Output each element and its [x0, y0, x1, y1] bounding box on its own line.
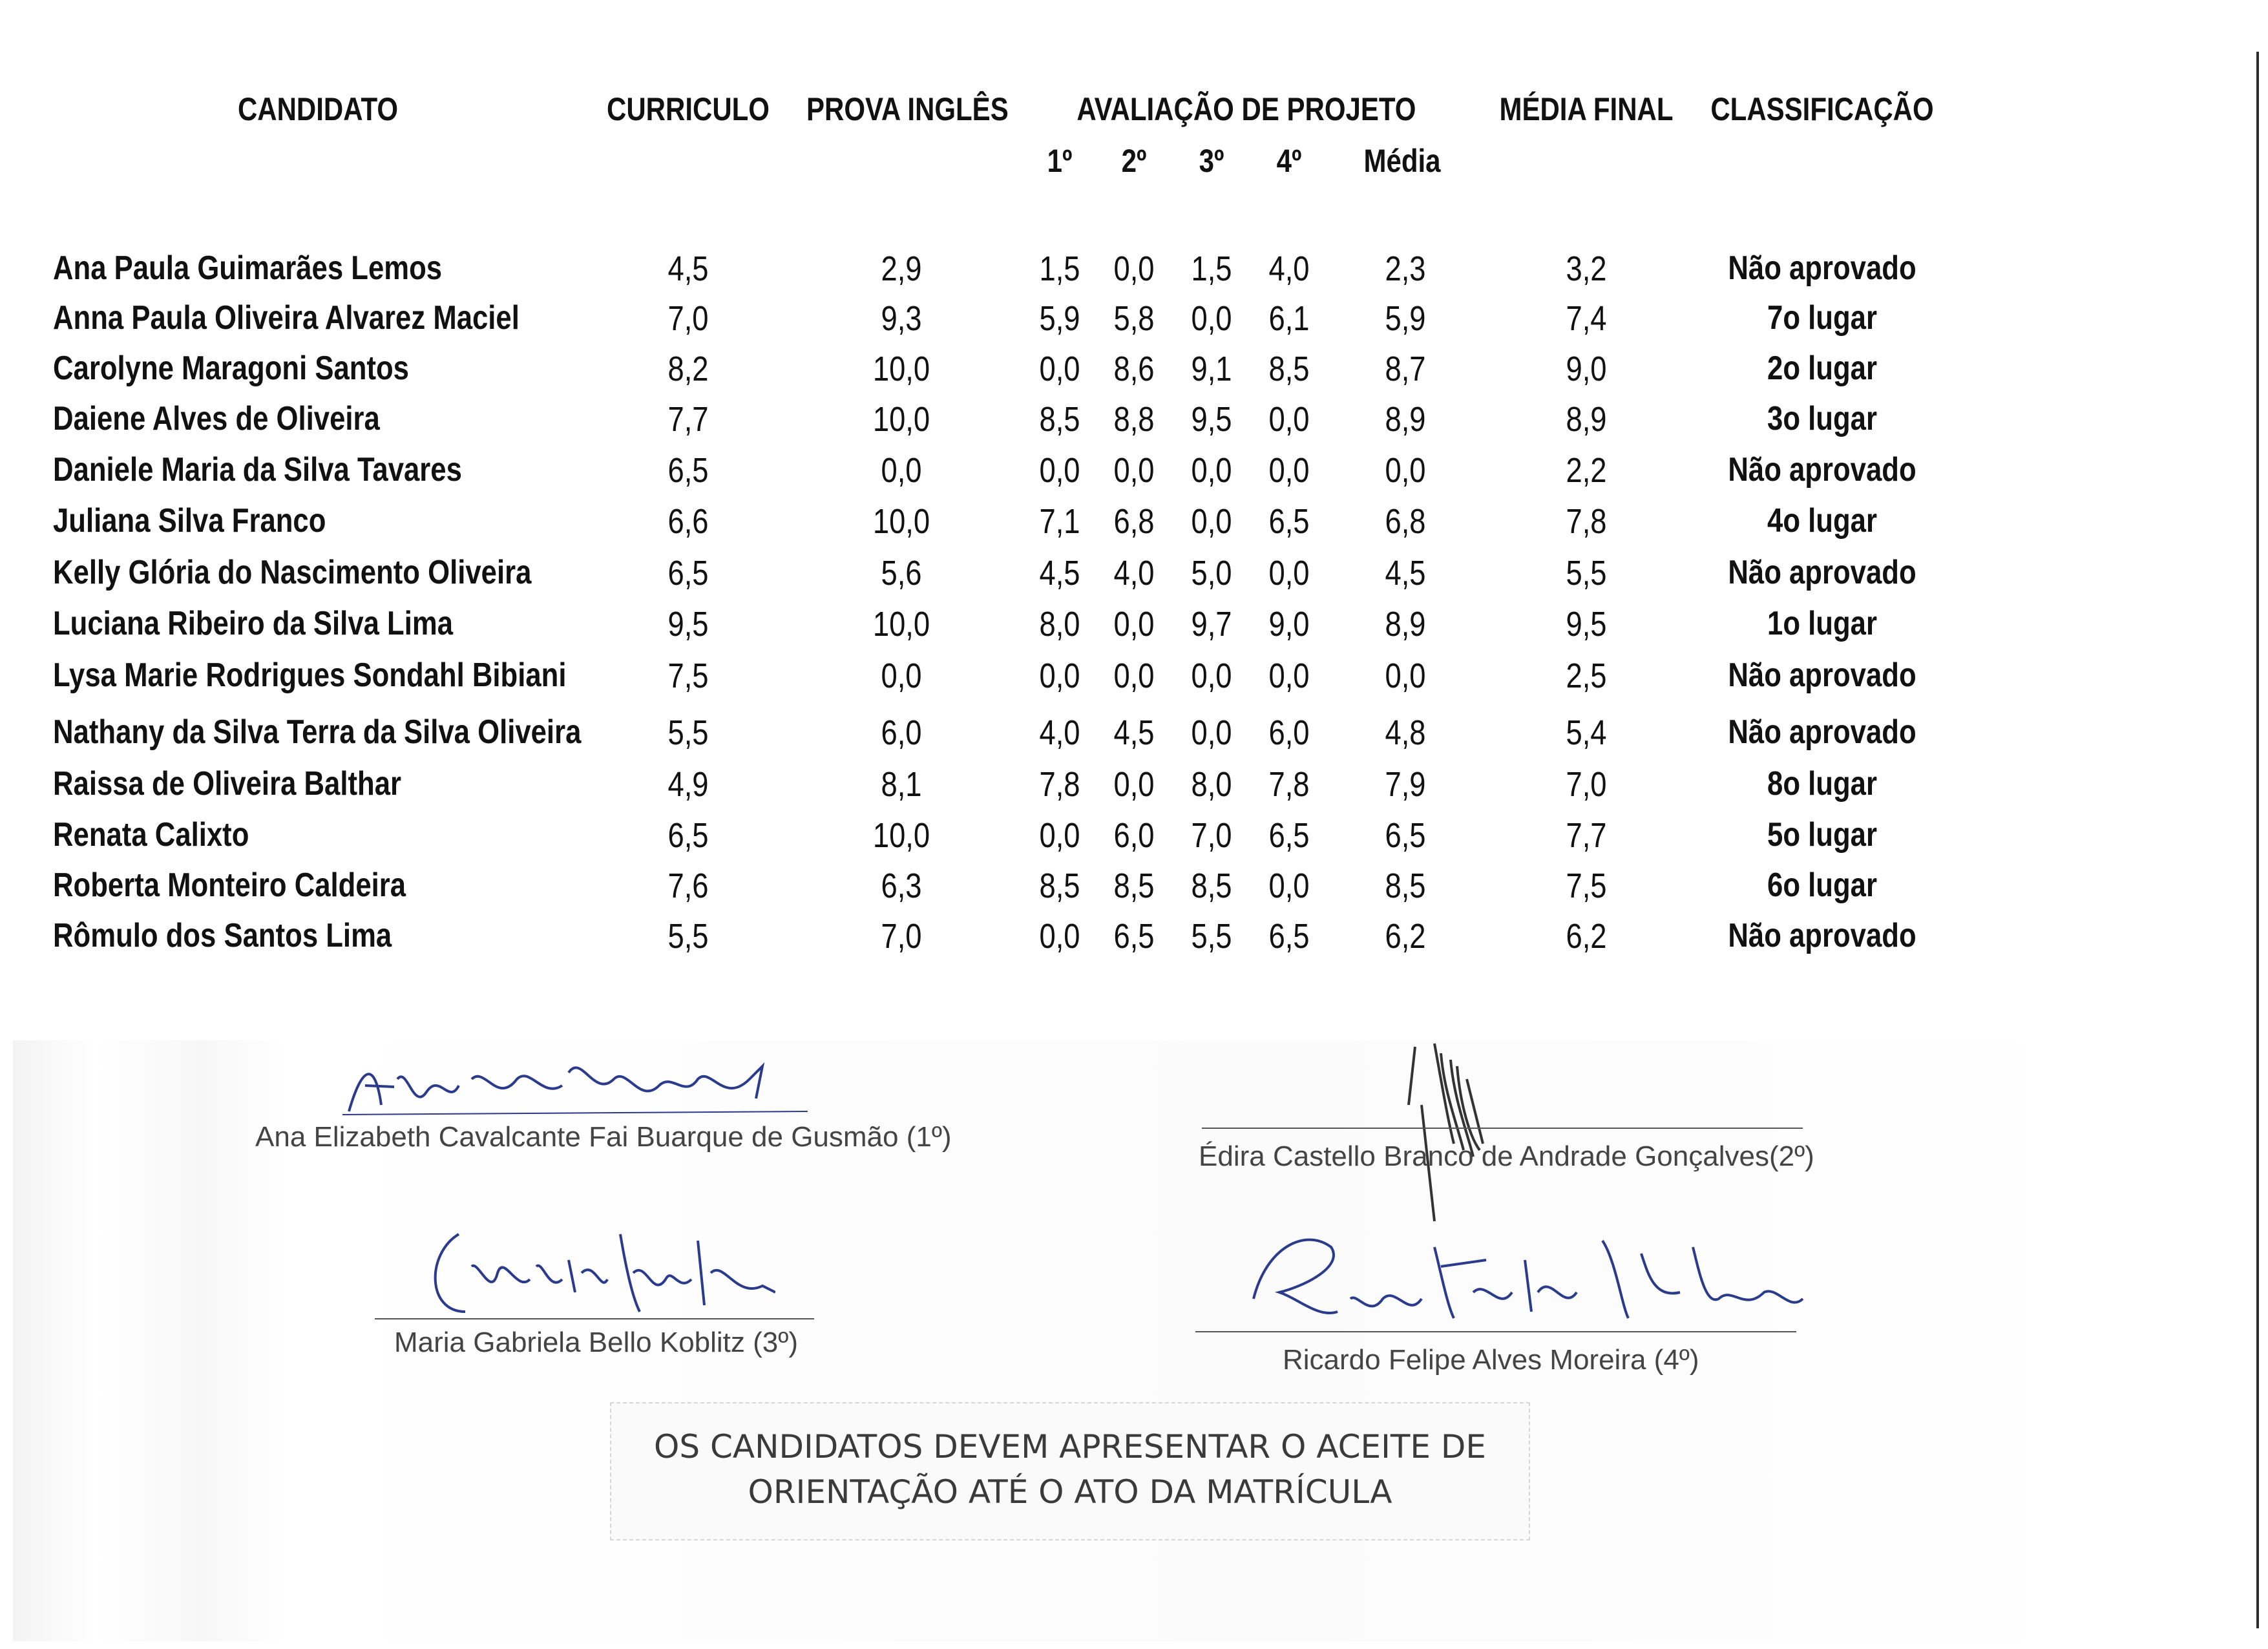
score-final: 7,4: [1566, 299, 1607, 338]
score-curriculo: 7,5: [667, 656, 709, 695]
score-a2: 5,8: [1113, 299, 1155, 338]
score-a3: 5,5: [1191, 917, 1232, 956]
signature-line-4: [1195, 1331, 1796, 1332]
score-media: 7,9: [1385, 765, 1426, 804]
notice-stamp: [610, 1402, 1530, 1540]
signature-name-2: Édira Castello Branco de Andrade Gonçalves(2º): [1199, 1140, 1814, 1172]
signature-3: [414, 1221, 775, 1325]
score-ingles: 7,0: [881, 917, 922, 956]
score-media: 8,9: [1385, 605, 1426, 644]
candidate-name: Roberta Monteiro Caldeira: [53, 867, 406, 904]
score-a1: 4,0: [1039, 713, 1080, 752]
table-row: [0, 450, 2132, 501]
score-a1: 7,8: [1039, 765, 1080, 804]
score-a1: 7,1: [1039, 502, 1080, 541]
score-media: 5,9: [1385, 299, 1426, 338]
score-curriculo: 5,5: [667, 713, 709, 752]
header-avaliacao-projeto: AVALIAÇÃO DE PROJETO: [1076, 91, 1416, 127]
signature-name-4: Ricardo Felipe Alves Moreira (4º): [1283, 1344, 1699, 1376]
score-final: 7,0: [1566, 765, 1607, 804]
score-media: 2,3: [1385, 249, 1426, 288]
score-media: 6,2: [1385, 917, 1426, 956]
score-media: 4,5: [1385, 554, 1426, 593]
signature-2: [1396, 1040, 1525, 1228]
score-media: 8,7: [1385, 350, 1426, 388]
score-a2: 6,5: [1113, 917, 1155, 956]
score-final: 7,8: [1566, 502, 1607, 541]
classification: 4o lugar: [1767, 502, 1877, 540]
score-ingles: 5,6: [881, 554, 922, 593]
score-curriculo: 5,5: [667, 917, 709, 956]
score-curriculo: 8,2: [667, 350, 709, 388]
score-a2: 0,0: [1113, 656, 1155, 695]
score-final: 3,2: [1566, 249, 1607, 288]
table-row: [0, 866, 2132, 916]
score-a4: 0,0: [1268, 554, 1310, 593]
score-ingles: 0,0: [881, 451, 922, 490]
score-media: 6,8: [1385, 502, 1426, 541]
score-final: 5,5: [1566, 554, 1607, 593]
score-a3: 0,0: [1191, 656, 1232, 695]
signature-line-2: [1202, 1128, 1803, 1129]
header-classificacao: CLASSIFICAÇÃO: [1710, 91, 1934, 127]
score-a1: 0,0: [1039, 917, 1080, 956]
classification: 5o lugar: [1767, 816, 1877, 854]
score-a4: 6,5: [1268, 917, 1310, 956]
score-curriculo: 7,7: [667, 400, 709, 439]
score-a4: 8,5: [1268, 350, 1310, 388]
score-curriculo: 4,5: [667, 249, 709, 288]
score-a3: 9,7: [1191, 605, 1232, 644]
score-a3: 8,5: [1191, 867, 1232, 905]
score-a4: 0,0: [1268, 656, 1310, 695]
score-a2: 4,0: [1113, 554, 1155, 593]
score-a4: 6,1: [1268, 299, 1310, 338]
score-a3: 5,0: [1191, 554, 1232, 593]
subheader-avaliador-2: 2º: [1121, 143, 1147, 179]
score-a4: 9,0: [1268, 605, 1310, 644]
score-a2: 0,0: [1113, 605, 1155, 644]
classification: Não aprovado: [1728, 451, 1916, 488]
score-curriculo: 6,5: [667, 451, 709, 490]
candidate-name: Raissa de Oliveira Balthar: [53, 765, 401, 803]
score-a4: 0,0: [1268, 400, 1310, 439]
score-a3: 0,0: [1191, 502, 1232, 541]
score-a1: 0,0: [1039, 656, 1080, 695]
score-media: 0,0: [1385, 451, 1426, 490]
score-ingles: 10,0: [872, 400, 930, 439]
subheader-avaliador-1: 1º: [1047, 143, 1073, 179]
score-a4: 6,0: [1268, 713, 1310, 752]
score-ingles: 0,0: [881, 656, 922, 695]
score-media: 6,5: [1385, 816, 1426, 855]
score-a3: 0,0: [1191, 713, 1232, 752]
table-row: [0, 249, 2132, 299]
table-row: [0, 713, 2132, 763]
score-a2: 0,0: [1113, 249, 1155, 288]
score-a3: 8,0: [1191, 765, 1232, 804]
classification: Não aprovado: [1728, 656, 1916, 694]
table-row: [0, 656, 2132, 706]
candidate-name: Ana Paula Guimarães Lemos: [53, 249, 443, 287]
classification: Não aprovado: [1728, 554, 1916, 591]
score-final: 8,9: [1566, 400, 1607, 439]
score-a4: 4,0: [1268, 249, 1310, 288]
score-final: 9,0: [1566, 350, 1607, 388]
classification: Não aprovado: [1728, 917, 1916, 954]
score-curriculo: 9,5: [667, 605, 709, 644]
candidate-name: Daiene Alves de Oliveira: [53, 400, 380, 437]
classification: 7o lugar: [1767, 299, 1877, 337]
signature-name-1: Ana Elizabeth Cavalcante Fai Buarque de Gusmão (1º): [255, 1121, 952, 1153]
candidate-name: Luciana Ribeiro da Silva Lima: [53, 605, 453, 642]
page-edge-shadow: [2256, 52, 2259, 1628]
score-ingles: 9,3: [881, 299, 922, 338]
header-curriculo: CURRICULO: [607, 91, 770, 127]
score-final: 6,2: [1566, 917, 1607, 956]
score-media: 4,8: [1385, 713, 1426, 752]
candidate-name: Carolyne Maragoni Santos: [53, 350, 409, 387]
subheader-media: Média: [1363, 143, 1441, 179]
score-media: 0,0: [1385, 656, 1426, 695]
score-ingles: 10,0: [872, 816, 930, 855]
score-a3: 9,1: [1191, 350, 1232, 388]
classification: 8o lugar: [1767, 765, 1877, 803]
score-a1: 8,5: [1039, 400, 1080, 439]
score-a4: 0,0: [1268, 867, 1310, 905]
score-a2: 0,0: [1113, 451, 1155, 490]
score-a2: 6,8: [1113, 502, 1155, 541]
subheader-avaliador-4: 4º: [1276, 143, 1302, 179]
subheader-avaliador-3: 3º: [1199, 143, 1224, 179]
score-ingles: 6,0: [881, 713, 922, 752]
score-a4: 7,8: [1268, 765, 1310, 804]
table-row: [0, 399, 2132, 450]
score-media: 8,9: [1385, 400, 1426, 439]
score-a2: 4,5: [1113, 713, 1155, 752]
table-row: [0, 815, 2132, 866]
score-curriculo: 6,6: [667, 502, 709, 541]
score-curriculo: 6,5: [667, 816, 709, 855]
score-a2: 6,0: [1113, 816, 1155, 855]
score-a2: 8,5: [1113, 867, 1155, 905]
candidate-name: Lysa Marie Rodrigues Sondahl Bibiani: [53, 656, 567, 694]
score-final: 7,5: [1566, 867, 1607, 905]
score-a1: 1,5: [1039, 249, 1080, 288]
score-a4: 6,5: [1268, 816, 1310, 855]
score-final: 2,2: [1566, 451, 1607, 490]
candidate-name: Rômulo dos Santos Lima: [53, 917, 392, 954]
candidate-name: Renata Calixto: [53, 816, 249, 854]
score-a3: 1,5: [1191, 249, 1232, 288]
score-a3: 0,0: [1191, 451, 1232, 490]
table-row: [0, 916, 2132, 967]
header-candidato: CANDIDATO: [237, 91, 399, 127]
table-row: [0, 604, 2132, 655]
candidate-name: Daniele Maria da Silva Tavares: [53, 451, 462, 488]
table-row: [0, 501, 2132, 552]
score-curriculo: 4,9: [667, 765, 709, 804]
score-a2: 0,0: [1113, 765, 1155, 804]
score-media: 8,5: [1385, 867, 1426, 905]
score-a3: 9,5: [1191, 400, 1232, 439]
candidate-name: Nathany da Silva Terra da Silva Oliveira: [53, 713, 582, 751]
candidate-name: Kelly Glória do Nascimento Oliveira: [53, 554, 532, 591]
classification: Não aprovado: [1728, 713, 1916, 751]
candidate-name: Juliana Silva Franco: [53, 502, 326, 540]
candidate-name: Anna Paula Oliveira Alvarez Maciel: [53, 299, 520, 337]
score-ingles: 8,1: [881, 765, 922, 804]
score-ingles: 6,3: [881, 867, 922, 905]
score-final: 7,7: [1566, 816, 1607, 855]
signature-name-3: Maria Gabriela Bello Koblitz (3º): [394, 1327, 798, 1358]
score-a1: 4,5: [1039, 554, 1080, 593]
score-ingles: 10,0: [872, 350, 930, 388]
classification: 2o lugar: [1767, 350, 1877, 387]
score-curriculo: 7,6: [667, 867, 709, 905]
header-media-final: MÉDIA FINAL: [1499, 91, 1674, 127]
score-ingles: 10,0: [872, 502, 930, 541]
score-a1: 8,5: [1039, 867, 1080, 905]
signature-line-3: [375, 1318, 814, 1319]
score-final: 2,5: [1566, 656, 1607, 695]
score-ingles: 10,0: [872, 605, 930, 644]
score-a1: 0,0: [1039, 816, 1080, 855]
signature-4: [1228, 1221, 1809, 1338]
table-row: [0, 764, 2132, 815]
classification: 3o lugar: [1767, 400, 1877, 437]
classification: 1o lugar: [1767, 605, 1877, 642]
notice-line-2: ORIENTAÇÃO ATÉ O ATO DA MATRÍCULA: [748, 1473, 1392, 1511]
table-row: [0, 299, 2132, 349]
classification: 6o lugar: [1767, 867, 1877, 904]
score-curriculo: 6,5: [667, 554, 709, 593]
table-row: [0, 553, 2132, 604]
score-a3: 7,0: [1191, 816, 1232, 855]
notice-line-1: OS CANDIDATOS DEVEM APRESENTAR O ACEITE DE: [653, 1428, 1486, 1465]
score-curriculo: 7,0: [667, 299, 709, 338]
score-a2: 8,6: [1113, 350, 1155, 388]
classification: Não aprovado: [1728, 249, 1916, 287]
score-a1: 5,9: [1039, 299, 1080, 338]
score-ingles: 2,9: [881, 249, 922, 288]
score-a3: 0,0: [1191, 299, 1232, 338]
table-row: [0, 349, 2132, 399]
score-a4: 0,0: [1268, 451, 1310, 490]
score-a4: 6,5: [1268, 502, 1310, 541]
score-a1: 0,0: [1039, 350, 1080, 388]
score-final: 9,5: [1566, 605, 1607, 644]
score-a1: 8,0: [1039, 605, 1080, 644]
score-a2: 8,8: [1113, 400, 1155, 439]
header-prova-ingles: PROVA INGLÊS: [806, 91, 1009, 127]
score-final: 5,4: [1566, 713, 1607, 752]
score-a1: 0,0: [1039, 451, 1080, 490]
